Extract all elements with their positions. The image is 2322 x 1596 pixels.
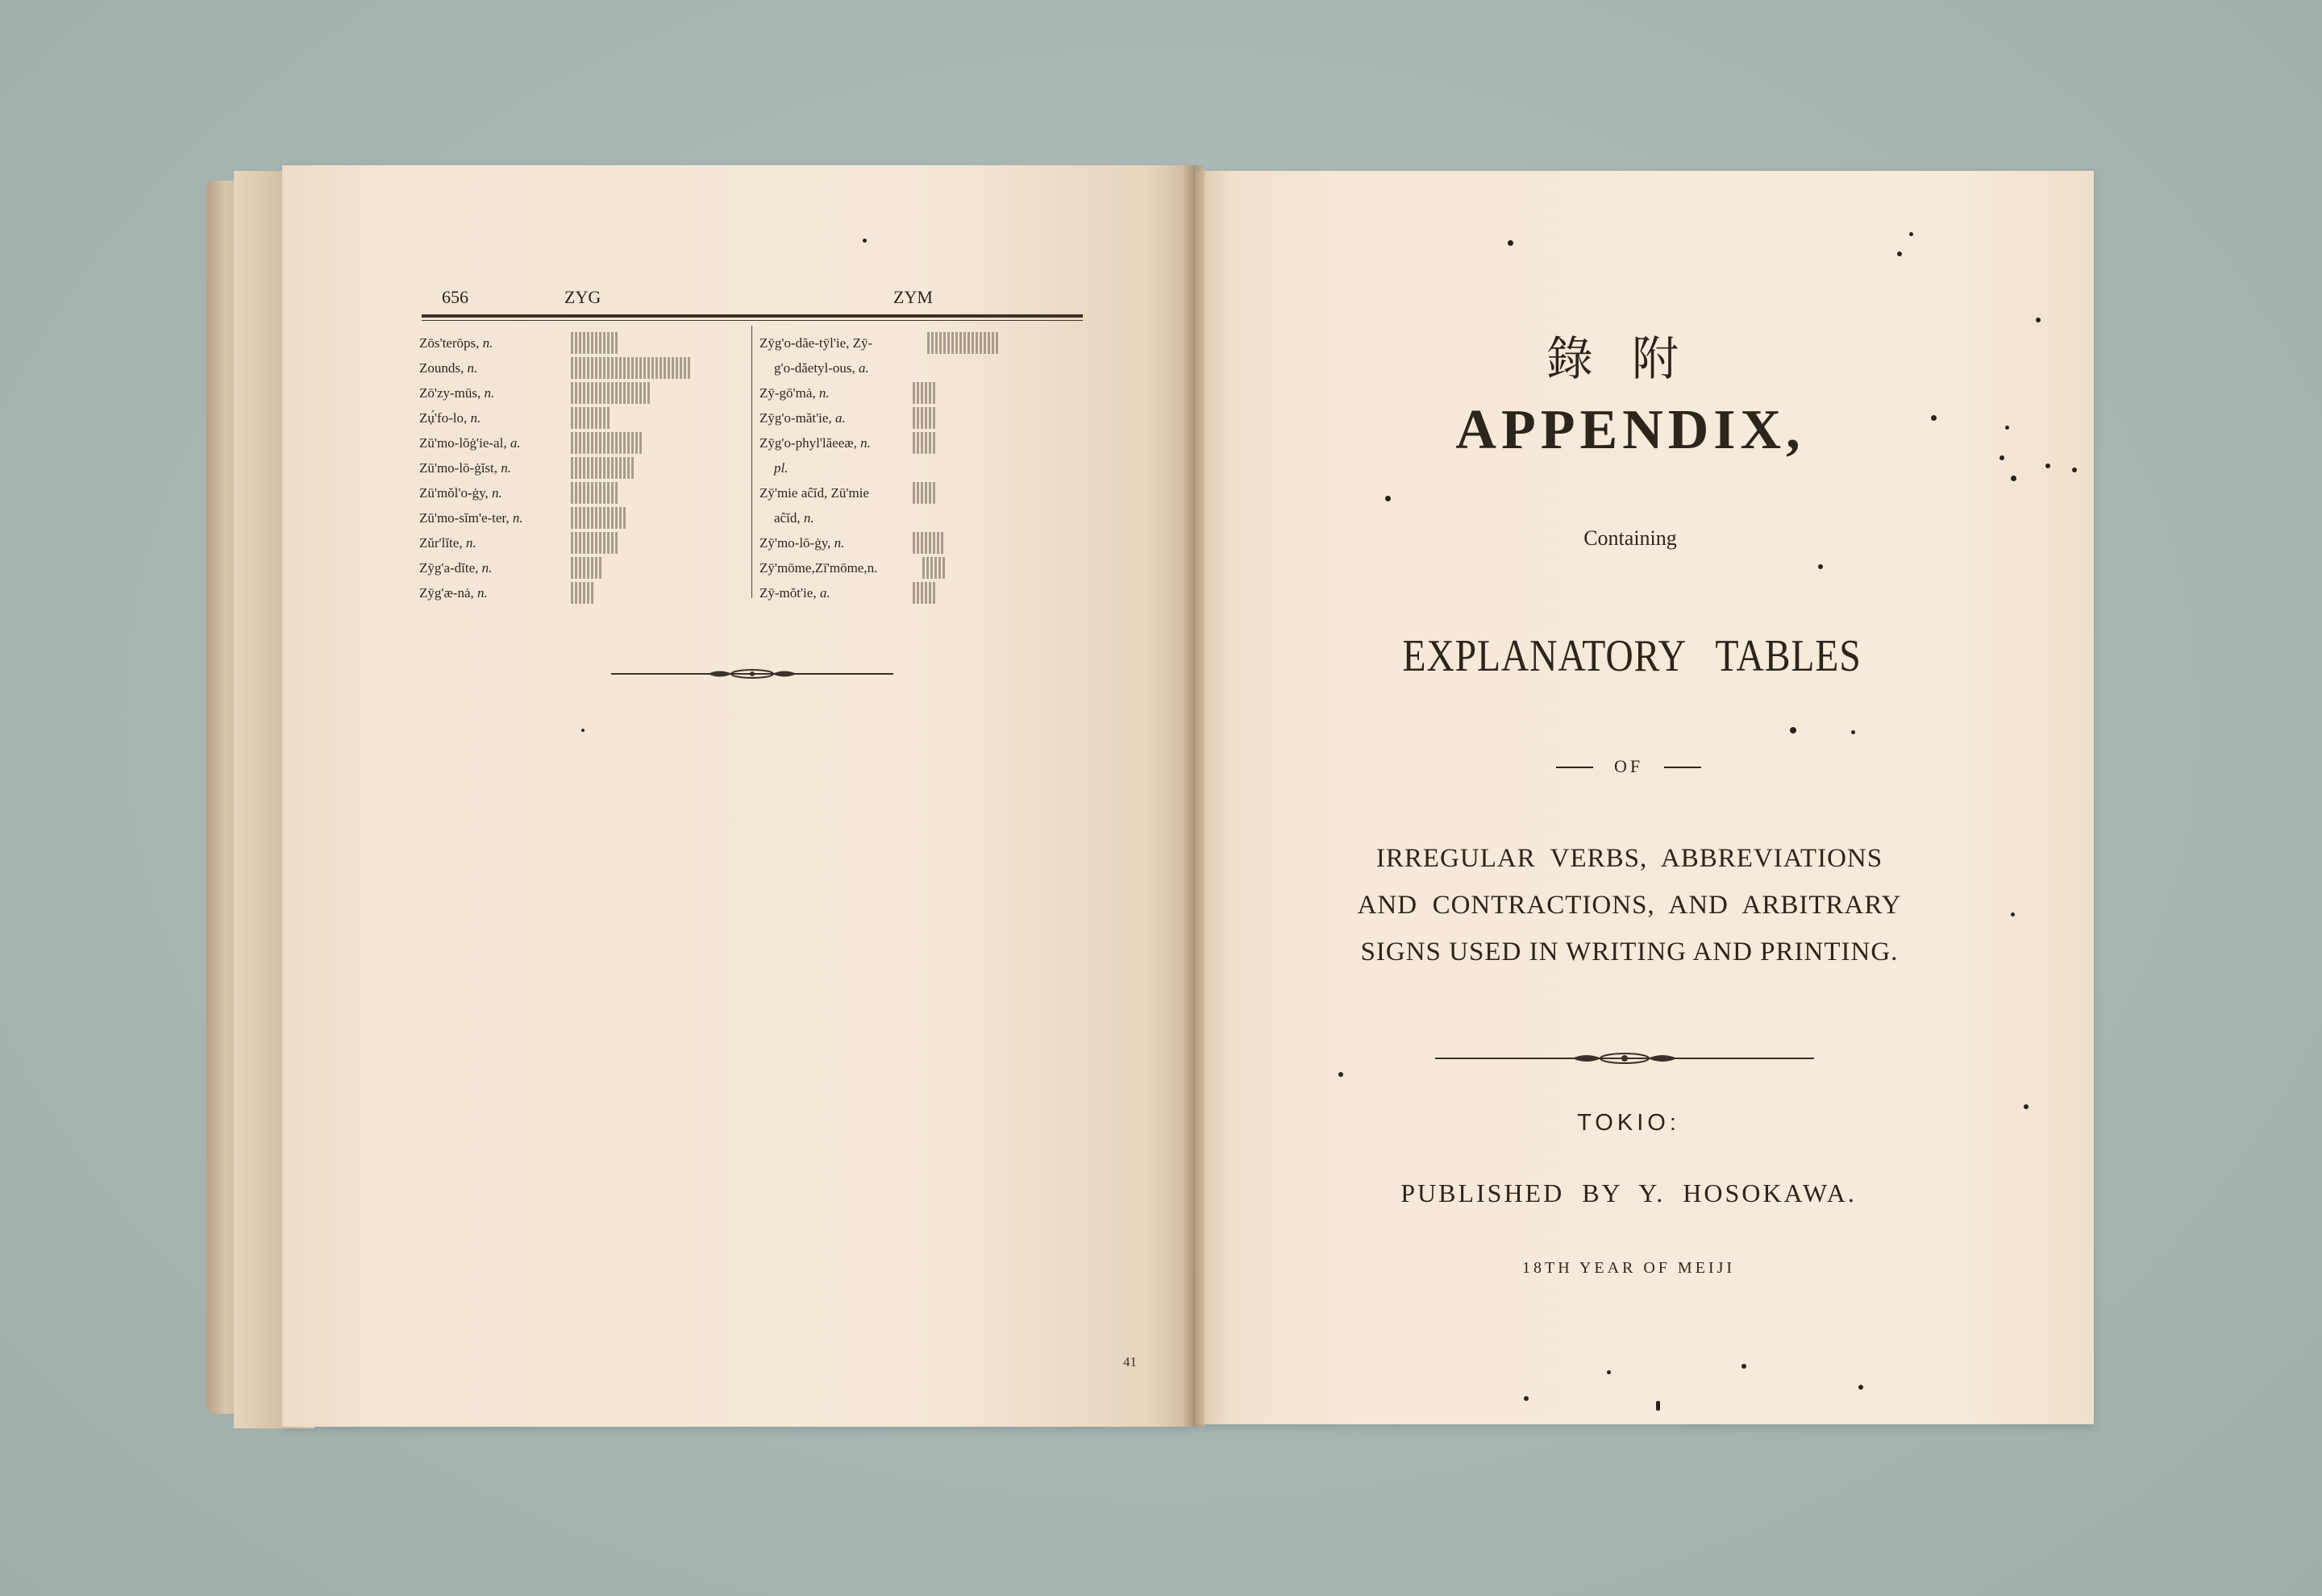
japanese-gloss (913, 382, 937, 404)
dictionary-entry: Zȳ'mōme,Zī'mōme,n. (759, 555, 1082, 580)
dictionary-entry: Zū'mŏl'o-ġy, n. (419, 480, 750, 505)
japanese-gloss (571, 457, 635, 479)
publication-year: 18TH YEAR OF MEIJI (1521, 1259, 1736, 1277)
containing-label: Containing (1583, 526, 1677, 550)
japanese-gloss (922, 557, 947, 579)
japanese-gloss (571, 507, 627, 529)
paper-speck (863, 239, 867, 243)
japanese-gloss (927, 332, 1000, 354)
dictionary-entry: Zȳg'a-dĭte, n. (419, 555, 750, 580)
japanese-gloss (571, 557, 603, 579)
paper-speck (1607, 1370, 1611, 1374)
paper-speck (1818, 564, 1823, 569)
place-of-publication: TOKIO: (1577, 1110, 1680, 1136)
paper-speck (1931, 415, 1937, 421)
paper-speck (1385, 496, 1391, 501)
japanese-gloss (571, 357, 692, 379)
japanese-gloss (571, 332, 619, 354)
dictionary-entry: Zŭr'lĭte, n. (419, 530, 750, 555)
paper-speck (1338, 1072, 1343, 1077)
folio-number: 41 (1123, 1354, 1137, 1369)
entries-column-left (419, 330, 750, 605)
contents-line: SIGNS USED IN WRITING AND PRINTING. (1360, 937, 1899, 966)
dictionary-entry: Zȳ-mŏt'ie, a. (759, 580, 1082, 605)
paper-speck (2072, 468, 2077, 472)
dictionary-entry: Zụ́'fo-lo, n. (419, 405, 750, 430)
contents-description (1343, 835, 1916, 975)
ornament-divider-right (1435, 1048, 1814, 1069)
ornament-divider-left (611, 666, 893, 682)
paper-speck (2036, 318, 2041, 322)
of-label: OF (1556, 756, 1701, 777)
dictionary-entry: Zȳg'æ-nȧ, n. (419, 580, 750, 605)
paper-speck (1897, 251, 1902, 256)
dictionary-entry: aĉĭd, n. (774, 510, 814, 526)
japanese-gloss (913, 532, 945, 554)
subtitle: EXPLANATORY TABLES (1402, 631, 1862, 681)
dictionary-entry: Zū'mo-lō-ġĭst, n. (419, 455, 750, 480)
dictionary-entry: Zō'zy-mūs, n. (419, 380, 750, 405)
japanese-gloss (913, 432, 937, 454)
dictionary-entry: Zōs'terōps, n. (419, 330, 750, 355)
dictionary-entry: Zȳ'mie aĉĭd, Zū'mie (759, 480, 1082, 505)
paper-speck (2000, 455, 2004, 460)
paper-speck (2024, 1104, 2029, 1109)
paper-speck (2045, 463, 2050, 468)
paper-speck (1742, 1364, 1746, 1369)
dictionary-entry: g'o-dăetyl-ous, a. (774, 360, 869, 376)
dictionary-entry: Zȳ'mo-lō-ġy, n. (759, 530, 1082, 555)
guide-word-right: ZYM (893, 287, 933, 307)
paper-speck (2005, 426, 2009, 430)
column-divider (751, 326, 752, 598)
japanese-gloss (571, 382, 651, 404)
paper-speck (2011, 476, 2016, 481)
header-rule-thin (422, 320, 1083, 321)
japanese-gloss (571, 532, 619, 554)
japanese-gloss (913, 582, 937, 604)
appendix-title: APPENDIX, (1455, 399, 1805, 461)
paper-speck (1851, 730, 1855, 734)
dictionary-entry: Zounds, n. (419, 355, 750, 380)
cjk-title: 錄附 (1546, 331, 1718, 386)
japanese-gloss (571, 482, 619, 504)
japanese-gloss (913, 407, 937, 429)
dictionary-entry: Zȳg'o-phyl'lăeeæ, n. (759, 430, 1082, 455)
paper-speck (1858, 1385, 1863, 1390)
japanese-gloss (913, 482, 937, 504)
paper-speck (581, 729, 585, 732)
dictionary-entry: Zȳg'o-dăe-tȳl'ie, Zȳ- (759, 330, 1082, 355)
paper-speck (1508, 240, 1513, 246)
dictionary-running-header (442, 287, 1084, 311)
paper-speck (1909, 232, 1913, 236)
contents-line: AND CONTRACTIONS, AND ARBITRARY (1357, 891, 1902, 920)
dictionary-entry: Zū'mo-lŏġ'ie-al, a. (419, 430, 750, 455)
japanese-gloss (571, 407, 611, 429)
dictionary-entry: pl. (774, 460, 789, 476)
book-gutter (1184, 165, 1205, 1427)
japanese-gloss (571, 582, 595, 604)
paper-speck (1790, 727, 1796, 734)
guide-word-left: ZYG (564, 287, 601, 307)
contents-line: IRREGULAR VERBS, ABBREVIATIONS (1375, 844, 1883, 873)
dictionary-entry: Zū'mo-sĭm'e-ter, n. (419, 505, 750, 530)
page-number: 656 (442, 287, 468, 307)
entries-column-right (759, 330, 1082, 605)
header-rule (422, 314, 1083, 318)
paper-speck (1656, 1401, 1660, 1411)
dictionary-entry: Zȳg'o-măt'ie, a. (759, 405, 1082, 430)
japanese-gloss (571, 432, 643, 454)
dictionary-entry: Zȳ-gō'mȧ, n. (759, 380, 1082, 405)
paper-speck (2011, 912, 2015, 916)
publisher-line: PUBLISHED BY Y. HOSOKAWA. (1400, 1178, 1857, 1207)
paper-speck (1524, 1396, 1529, 1401)
